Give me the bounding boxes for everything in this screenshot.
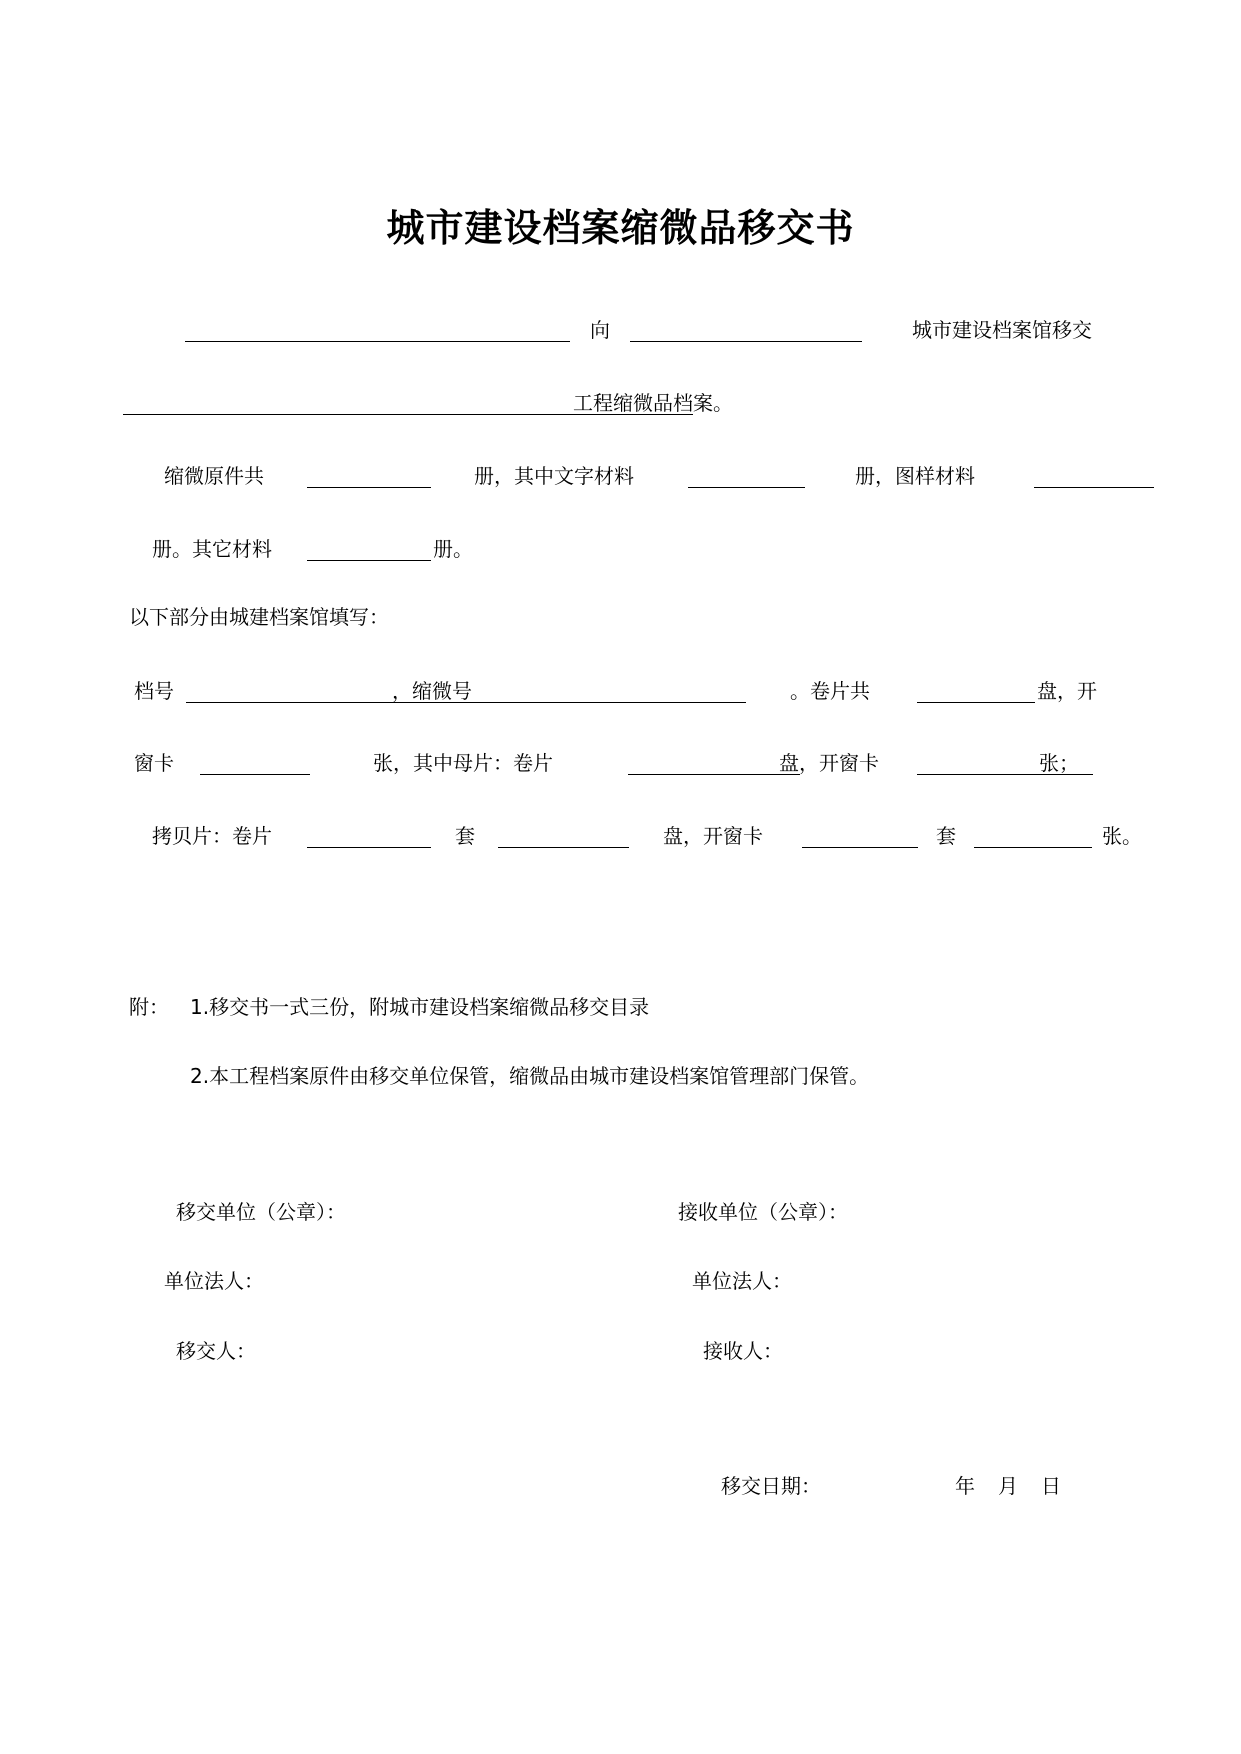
copy-card-sets-blank[interactable] [974,847,1092,848]
recipient-blank[interactable] [630,341,862,342]
line2-text: 工程缩微品档案。 [573,391,733,415]
line4-b: 册。 [433,537,473,561]
copy-reel-blank[interactable] [307,847,431,848]
line8-c: 盘，开窗卡 [663,824,763,848]
line6-d: 盘，开 [1037,679,1097,703]
transferor-blank[interactable] [185,341,570,342]
aperture-card-blank[interactable] [200,774,310,775]
copy-card-blank[interactable] [802,847,918,848]
sender-person-label: 移交人： [176,1339,256,1363]
line8-d: 套 [936,824,956,848]
date-year: 年 [955,1474,975,1498]
date-month: 月 [998,1474,1018,1498]
drawing-material-blank[interactable] [1034,487,1154,488]
line4-a: 册。其它材料 [152,537,272,561]
line3-a: 缩微原件共 [164,464,264,488]
text-material-blank[interactable] [688,487,805,488]
line3-b: 册，其中文字材料 [474,464,634,488]
line1-suffix: 城市建设档案馆移交 [912,318,1092,342]
line7-c: 盘，开窗卡 [779,751,879,775]
line8-a: 拷贝片：卷片 [152,824,272,848]
note-item-2: 2.本工程档案原件由移交单位保管，缩微品由城市建设档案馆管理部门保管。 [190,1064,870,1088]
line6-b: ，缩微号 [392,679,472,703]
line5-text: 以下部分由城建档案馆填写： [129,605,389,629]
date-day: 日 [1041,1474,1061,1498]
other-material-blank[interactable] [307,560,431,561]
reel-count-blank[interactable] [917,702,1035,703]
line8-e: 张。 [1102,824,1142,848]
line7-a: 窗卡 [134,751,174,775]
receiver-legal-label: 单位法人： [692,1269,792,1293]
copy-reel-sets-blank[interactable] [498,847,629,848]
line3-c: 册，图样材料 [855,464,975,488]
receiver-person-label: 接收人： [703,1339,783,1363]
line6-a: 档号 [134,679,174,703]
sender-legal-label: 单位法人： [164,1269,264,1293]
sender-unit-label: 移交单位（公章）： [176,1200,346,1224]
document-title: 城市建设档案缩微品移交书 [386,206,855,250]
master-reel-blank[interactable] [628,774,800,775]
transfer-date-label: 移交日期： [721,1474,821,1498]
notes-label: 附： [129,995,169,1019]
note-item-1: 1.移交书一式三份，附城市建设档案缩微品移交目录 [190,995,650,1019]
line6-c: 。卷片共 [790,679,870,703]
to-label: 向 [590,318,610,342]
receiver-unit-label: 接收单位（公章）： [678,1200,848,1224]
line8-b: 套 [455,824,475,848]
original-volumes-blank[interactable] [307,487,431,488]
line7-b: 张，其中母片：卷片 [373,751,553,775]
line7-d: 张； [1039,751,1079,775]
